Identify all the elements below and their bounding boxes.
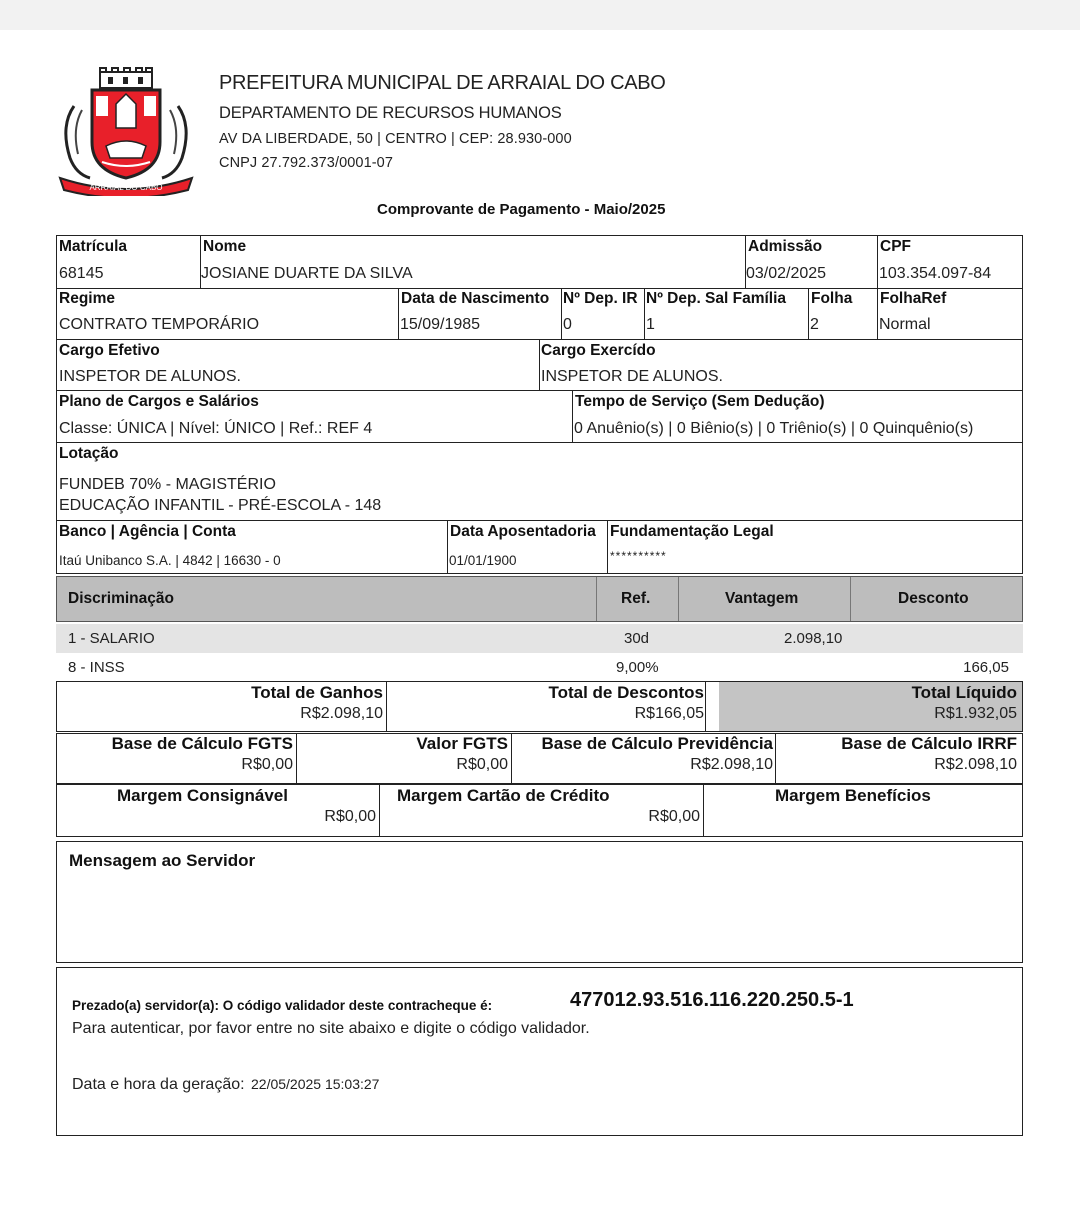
lotacao-line-2: EDUCAÇÃO INFANTIL - PRÉ-ESCOLA - 148 [59,497,382,514]
municipal-crest-logo [56,66,196,196]
row-ref: 30d [624,630,650,647]
validation-instructions: Para autenticar, por favor entre no site abaixo e digite o código validador. [72,1020,590,1037]
matricula-label: Matrícula [59,238,128,255]
aposentadoria-label: Data Aposentadoria [450,523,596,540]
fundamentacao-label: Fundamentação Legal [610,523,774,540]
nascimento-value: 15/09/1985 [400,316,481,333]
generated-value: 22/05/2025 15:03:27 [251,1076,380,1092]
row-desc: 1 - SALARIO [68,630,155,647]
validation-box [56,967,1023,1136]
tempo-servico-label: Tempo de Serviço (Sem Dedução) [575,393,825,410]
base-irrf-label: Base de Cálculo IRRF [841,734,1017,753]
folha-label: Folha [811,290,853,307]
row-vantagem: 2.098,10 [784,630,843,647]
total-liquido-label: Total Líquido [911,683,1017,702]
total-descontos-label: Total de Descontos [548,683,704,702]
folharef-label: FolhaRef [880,290,947,307]
regime-value: CONTRATO TEMPORÁRIO [59,316,260,333]
col-discriminacao: Discriminação [68,590,174,607]
row-desc: 8 - INSS [68,659,125,676]
margem-cartao-label: Margem Cartão de Crédito [397,786,610,805]
base-previdencia-label: Base de Cálculo Previdência [541,734,773,753]
cargo-exercido-value: INSPETOR DE ALUNOS. [541,368,723,385]
plano-cargos-label: Plano de Cargos e Salários [59,393,259,410]
org-address: AV DA LIBERDADE, 50 | CENTRO | CEP: 28.930-000 [219,131,572,147]
dep-ir-label: Nº Dep. IR [563,290,638,307]
aposentadoria-value: 01/01/1900 [449,553,517,568]
fundamentacao-value: ********** [610,549,667,563]
margem-consignavel-label: Margem Consignável [117,786,288,805]
base-previdencia-value: R$2.098,10 [690,756,773,773]
valor-fgts-value: R$0,00 [456,756,508,773]
generated-label: Data e hora da geração: [72,1076,245,1093]
document-title: Comprovante de Pagamento - Maio/2025 [377,201,666,218]
org-name: PREFEITURA MUNICIPAL DE ARRAIAL DO CABO [219,72,666,94]
message-label: Mensagem ao Servidor [69,851,256,870]
admissao-value: 03/02/2025 [746,265,827,282]
dept-name: DEPARTAMENTO DE RECURSOS HUMANOS [219,104,562,122]
margem-cartao-value: R$0,00 [648,808,700,825]
total-ganhos-label: Total de Ganhos [251,683,383,702]
row-ref: 9,00% [616,659,659,676]
total-ganhos-value: R$2.098,10 [300,705,383,722]
valor-fgts-label: Valor FGTS [416,734,508,753]
org-cnpj: CNPJ 27.792.373/0001-07 [219,155,394,171]
admissao-label: Admissão [748,238,823,255]
nascimento-label: Data de Nascimento [401,290,550,307]
dep-ir-value: 0 [563,316,572,333]
crest-banner-text: ARRAIAL DO CABO [89,183,163,192]
tempo-servico-value: 0 Anuênio(s) | 0 Biênio(s) | 0 Triênio(s) | 0 Quinquênio(s) [574,420,974,437]
lotacao-label: Lotação [59,445,119,462]
cargo-efetivo-value: INSPETOR DE ALUNOS. [59,368,241,385]
margem-beneficios-label: Margem Benefícios [775,786,931,805]
cpf-value: 103.354.097-84 [879,265,992,282]
nome-label: Nome [203,238,247,255]
col-ref: Ref. [621,590,651,607]
cargo-exercido-label: Cargo Exercído [541,342,656,359]
folharef-value: Normal [879,316,931,333]
payments-table-header [56,576,1023,622]
margem-consignavel-value: R$0,00 [324,808,376,825]
total-liquido-value: R$1.932,05 [934,705,1017,722]
row-desconto: 166,05 [963,659,1009,676]
banco-value: Itaú Unibanco S.A. | 4842 | 16630 - 0 [59,553,281,568]
col-desconto: Desconto [898,590,969,607]
cargo-efetivo-label: Cargo Efetivo [59,342,160,359]
table-row [56,624,1023,653]
regime-label: Regime [59,290,115,307]
dep-sal-familia-label: Nº Dep. Sal Família [646,290,787,307]
folha-value: 2 [810,316,819,333]
base-fgts-value: R$0,00 [241,756,293,773]
validation-code: 477012.93.516.116.220.250.5-1 [570,989,854,1011]
banco-label: Banco | Agência | Conta [59,523,236,540]
base-fgts-label: Base de Cálculo FGTS [111,734,293,753]
table-row [56,653,1023,682]
dep-sal-familia-value: 1 [646,316,655,333]
lotacao-line-1: FUNDEB 70% - MAGISTÉRIO [59,476,276,493]
top-bar [0,0,1080,30]
plano-cargos-value: Classe: ÚNICA | Nível: ÚNICO | Ref.: REF 4 [59,420,373,437]
cpf-label: CPF [880,238,911,255]
base-irrf-value: R$2.098,10 [934,756,1017,773]
nome-value: JOSIANE DUARTE DA SILVA [201,265,413,282]
validation-intro: Prezado(a) servidor(a): O código validador deste contracheque é: [72,998,493,1013]
total-descontos-value: R$166,05 [634,705,704,722]
matricula-value: 68145 [59,265,104,282]
col-vantagem: Vantagem [725,590,799,607]
